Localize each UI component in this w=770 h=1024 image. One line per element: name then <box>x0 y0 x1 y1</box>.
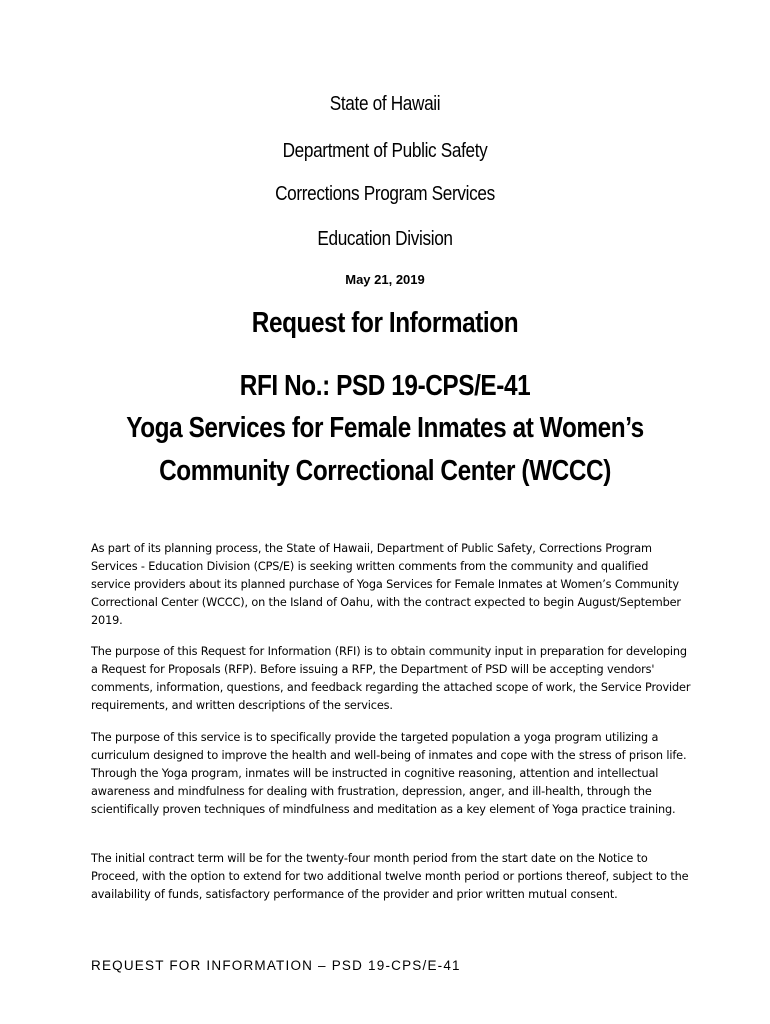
paragraph-planning: As part of its planning process, the State of Hawaii, Department of Public Safety, Corrections Program Services - Education Division (CPS/E) is seeking written comments from the community and qualified service providers about its planned purchase of Yoga Services for Female Inmates at Women’s Community Correctional Center (WCCC), on the Island of Oahu, with the contract expected to begin August/September 2019. <box>91 542 681 627</box>
paragraph-service-purpose: The purpose of this service is to specifically provide the targeted population a yoga program utilizing a curriculum designed to improve the health and well-being of inmates and cope with the stress of prison life. Through the Yoga program, inmates will be instructed in cognitive reasoning, attention and intellectual awareness and mindfulness for dealing with frustration, depression, anger, and ill-health, through the scientifically proven techniques of mindfulness and meditation as a key element of Yoga practice training. <box>91 731 687 816</box>
header-division: Education Division <box>317 228 453 250</box>
page-footer: REQUEST FOR INFORMATION – PSD 19-CPS/E-41 <box>91 958 461 973</box>
paragraph-rfi-purpose: The purpose of this Request for Information (RFI) is to obtain community input in preparation for developing a Request for Proposals (RFP). Before issuing a RFP, the Department of PSD will be accepting vendors' comments, information, questions, and feedback regarding the attached scope of work, the Service Provider requirements, and written descriptions of the services. <box>91 645 691 712</box>
subject-line-2: Community Correctional Center (WCCC) <box>159 455 611 487</box>
document-title: Request for Information <box>251 307 519 339</box>
document-date: May 21, 2019 <box>345 272 425 287</box>
rfi-number: RFI No.: PSD 19-CPS/E-41 <box>239 370 531 402</box>
header-state: State of Hawaii <box>329 93 441 115</box>
subject-line-1: Yoga Services for Female Inmates at Women’s <box>126 412 644 444</box>
paragraph-contract-term: The initial contract term will be for the twenty-four month period from the start date on the Notice to Proceed, with the option to extend for two additional twelve month period or portions thereof, subject to the availability of funds, satisfactory performance of the provider and prior written mutual consent. <box>91 852 689 901</box>
header-program: Corrections Program Services <box>275 183 495 205</box>
header-department: Department of Public Safety <box>282 140 488 162</box>
